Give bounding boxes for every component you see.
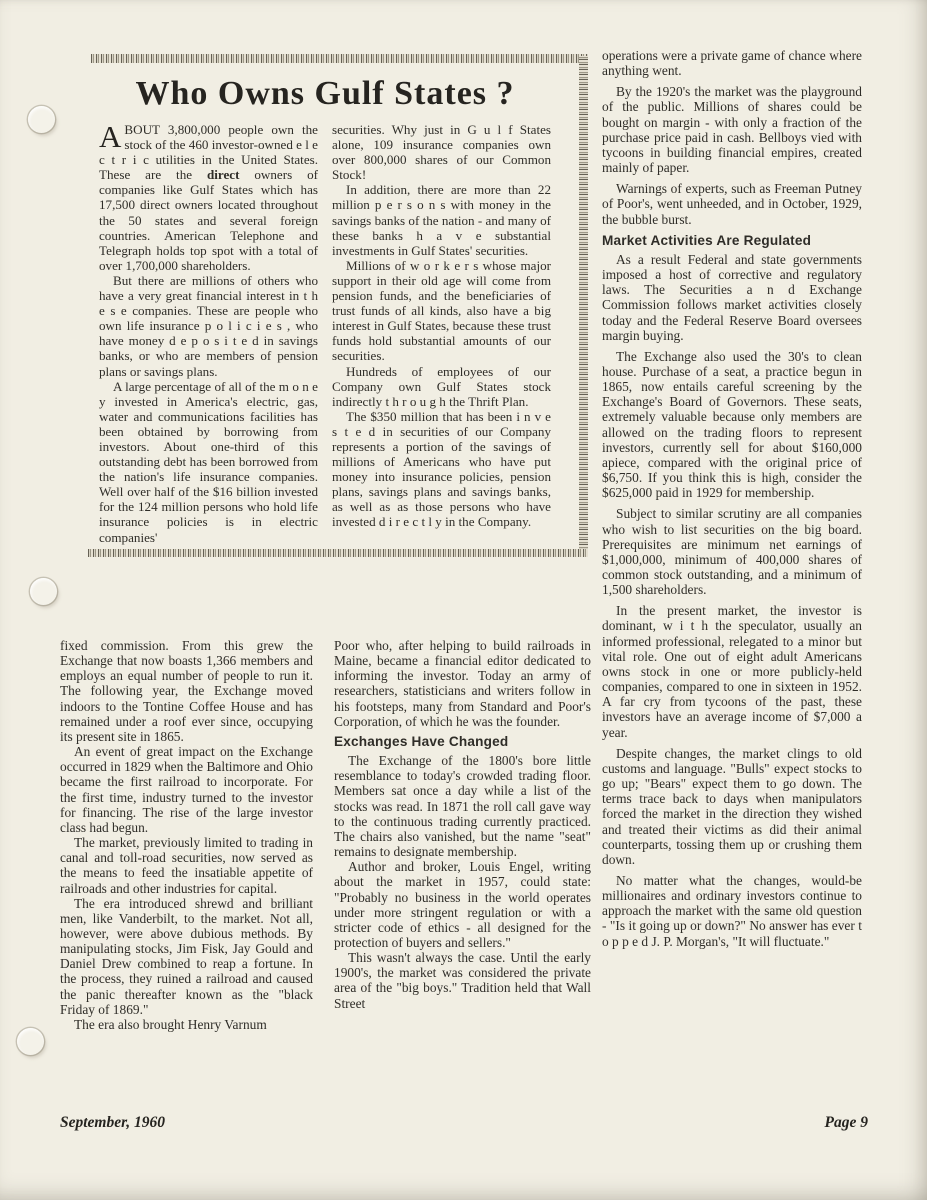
paragraph: No matter what the changes, would-be millionaires and ordinary investors continue to approach the market with the same old question - "Is it going up or down?" No answer has ever t o p p e d J. P. Morgan's, "It will fluctuate."	[602, 872, 862, 949]
article-column-1	[99, 119, 318, 545]
article-columns	[99, 119, 551, 545]
column-left	[60, 638, 313, 1032]
paragraph: The $350 million that has been i n v e s t e d in securities of our Company represents a portion of the savings of millions of Americans who have put money into insurance policies, pension plans, savings plans and savings banks, as well as as those persons who have invested d i r e c t l y in the Company.	[332, 408, 551, 530]
article-title: Who Owns Gulf States ?	[135, 75, 515, 112]
paragraph: securities. Why just in G u l f States alone, 109 insurance companies own over 800,000 shares of our Common Stock!	[332, 122, 551, 183]
paragraph: Author and broker, Louis Engel, writing about the market in 1957, could state: "Probably no business in the world operates under more stringent regulation or with a stricter code of ethics - all designed for the protection of buyers and sellers."	[334, 859, 591, 950]
paragraph: operations were a private game of chance where anything went.	[602, 48, 862, 79]
box-border-bottom	[88, 549, 588, 557]
column-middle	[334, 638, 591, 1011]
paragraph: The market, previously limited to trading in canal and toll-road securities, now served as the means to feed the insatiable appetite of railroads and other industries for capital.	[60, 835, 313, 896]
paragraph: But there are millions of others who have a very great financial interest in t h e s e companies. These are people who own life insurance p o l i c i e s , who have money d e p o s i t e d in savings banks, or who are members of pension plans or savings plans.	[99, 272, 318, 379]
article-column-2	[332, 122, 551, 545]
bold-word: direct	[206, 167, 240, 183]
paragraph: Despite changes, the market clings to old customs and language. "Bulls" expect stocks to go up; "Bears" expect them to go down. The terms trace back to days when manipulators forced the market in the direction they wished and treated their victims as did their animal counterparts, tossing them up or crushing them down.	[602, 745, 862, 867]
paragraph: In addition, there are more than 22 million p e r s o n s with money in the savings banks of the nation - and many of these banks h a v e substantial investments in Gulf States' securities.	[332, 182, 551, 258]
section-heading: Exchanges Have Changed	[334, 733, 509, 749]
paragraph: The era introduced shrewd and brilliant men, like Vanderbilt, to the market. Not all, however, were above dubious methods. By manipulating stocks, Jim Fisk, Jay Gould and Daniel Drew combined to reap a fortune. In the process, they ruined a railroad and caused the panic thereafter known as the "black Friday of 1869."	[60, 895, 313, 1017]
hole-punch	[28, 106, 55, 133]
paragraph: By the 1920's the market was the playground of the public. Millions of shares could be bought on margin - with only a fraction of the purchase price paid in cash. Bellboys vied with tycoons in building financial empires, created mainly of paper.	[602, 84, 862, 176]
paragraph: The Exchange also used the 30's to clean house. Purchase of a seat, a practice begun in 1865, now entails careful screening by the Exchange's Board of Governors. These seats, extremely valuable because only members are allowed on the trading floors to represent investors, currently sell for about $160,000 apiece, compared with the original price of $6,750. If you think this is high, consider the $625,000 paid in 1929 for membership.	[602, 348, 862, 501]
paragraph: The era also brought Henry Varnum	[74, 1016, 267, 1032]
paragraph: An event of great impact on the Exchange occurred in 1829 when the Baltimore and Ohio became the first railroad to incorporate. For the first time, industry turned to the investor for financing. The rise of the large investor class had begun.	[60, 744, 313, 835]
box-border-top	[91, 54, 588, 63]
hole-punch	[17, 1028, 44, 1055]
paragraph: ABOUT 3,800,000 people own the stock of the 460 investor-owned e l e c t r i c utilities in the United States. These are the direct owners of companies like Gulf States which has 17,500 direct owners located throughout the 50 states and several foreign countries. American Telephone and Telegraph holds top spot with a total of over 1,700,000 shareholders.	[99, 119, 318, 273]
paragraph: fixed commission. From this grew the Exchange that now boasts 1,366 members and employs an equal number of people to run it. The following year, the Exchange moved indoors to the Tontine Coffee House and has remained under a roof ever since, occupying its present site in 1865.	[60, 638, 313, 744]
paragraph: Hundreds of employees of our Company own Gulf States stock indirectly t h r o u g h the Thrift Plan.	[332, 363, 551, 409]
paragraph: Subject to similar scrutiny are all companies who wish to list securities on the big board. Prerequisites are minimum net earnings of $1,000,000, minimum of 400,000 shares of common stock outstanding, and a minimum of 1,500 shareholders.	[602, 506, 862, 598]
paragraph: Millions of w o r k e r s whose major support in their old age will come from pension funds, and the beneficiaries of trust funds of all kinds, also have a big interest in Gulf States, because these trust funds hold substantial amounts of our securities.	[332, 257, 551, 364]
section-heading: Market Activities Are Regulated	[602, 232, 812, 248]
column-right	[602, 48, 862, 955]
footer-issue-date: September, 1960	[60, 1114, 166, 1131]
box-border-right	[579, 56, 588, 555]
paragraph: The Exchange of the 1800's bore little resemblance to today's crowded trading floor. Members sat once a day while a list of the stocks was read. In 1871 the roll call gave way to the continuous trading currently practiced. The chairs also vanished, but the name "seat" remains to designate membership.	[334, 753, 591, 860]
paragraph: In the present market, the investor is dominant, w i t h the speculator, usually an informed professional, relegated to a minor but vital role. One out of eight adult Americans owns stock in one or more publicly-held companies, compared to one in sixteen in 1952. A far cry from tycoons of the past, these investors have an average income of $7,000 a year.	[602, 603, 862, 740]
hole-punch	[30, 578, 57, 605]
paragraph: A large percentage of all of the m o n e y invested in America's electric, gas, water and communications facilities has been obtained by borrowing from investors. About one-third of this outstanding debt has been borrowed from the nation's life insurance companies. Well over half of the $16 billion invested for the 124 million persons who hold life insurance policies is in electric companies'	[99, 378, 318, 545]
paragraph: This wasn't always the case. Until the early 1900's, the market was considered the private area of the "big boys." Tradition held that Wall Street	[334, 950, 591, 1011]
boxed-article	[88, 54, 588, 557]
paragraph: Poor who, after helping to build railroads in Maine, became a financial editor dedicated to informing the investor. Today an army of researchers, statisticians and writers follow in his footsteps, many from Standard and Poor's Corporation, of which he was the founder.	[334, 638, 591, 729]
paragraph: As a result Federal and state governments imposed a host of corrective and regulatory laws. The Securities a n d Exchange Commission follows market activities closely today and the Federal Reserve Board oversees margin buying.	[602, 251, 862, 343]
drop-cap: A	[99, 119, 122, 154]
paragraph: Warnings of experts, such as Freeman Putney of Poor's, went unheeded, and in October, 1929, the bubble burst.	[602, 181, 862, 227]
footer-page-number: Page 9	[824, 1114, 868, 1131]
